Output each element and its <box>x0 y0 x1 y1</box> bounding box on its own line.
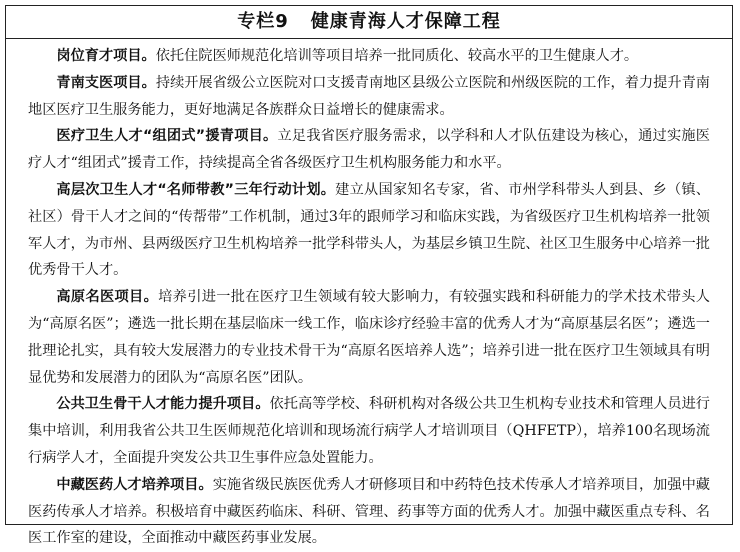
box-label: 专栏9 <box>237 11 289 32</box>
item-paragraph <box>28 70 710 124</box>
item-heading: 高层次卫生人才“名师带教”三年行动计划。 <box>56 181 336 198</box>
item-heading: 高原名医项目。 <box>56 289 159 306</box>
box-content <box>6 39 732 552</box>
item-body: 培养引进一批在医疗卫生领域有较大影响力，有较强实践和科研能力的学术技术带头人为“高原名医”；遴选一批长期在基层临床一线工作，临床诊疗经验丰富的优秀人才为“高原基层名医”；遴选一批理论扎实，具有较大发展潜力的专业技术骨干为“高原名医培养人选”；培养引进一批在医疗卫生领域具有明显优势和发展潜力的团队为“高原名医”团队。 <box>28 289 710 386</box>
item-paragraph <box>28 472 710 552</box>
item-paragraph <box>28 43 710 70</box>
item-paragraph <box>28 391 710 471</box>
item-body: 立足我省医疗服务需求，以学科和人才队伍建设为核心，通过实施医疗人才“组团式”援青工作，持续提高全省各级医疗卫生机构服务能力和水平。 <box>28 128 710 172</box>
item-heading: 公共卫生骨干人才能力提升项目。 <box>56 396 270 413</box>
item-heading: 中藏医药人才培养项目。 <box>56 476 213 493</box>
item-paragraph <box>28 123 710 177</box>
item-body: 持续开展省级公立医院对口支援青南地区县级公立医院和州级医院的工作，着力提升青南地区医疗卫生服务能力，更好地满足各族群众日益增长的健康需求。 <box>28 74 710 118</box>
feature-box <box>5 5 733 547</box>
item-body: 依托高等学校、科研机构对各级公共卫生机构专业技术和管理人员进行集中培训，利用我省公共卫生医师规范化培训和现场流行病学人才培训项目（QHFETP），培养100名现场流行病学人才，全面提升突发公共卫生事件应急处置能力。 <box>28 396 710 466</box>
box-title-text: 健康青海人才保障工程 <box>310 11 501 32</box>
item-body: 实施省级民族医优秀人才研修项目和中药特色技术传承人才培养项目，加强中藏医药传承人才培养。积极培育中藏医药临床、科研、管理、药事等方面的优秀人才。加强中藏医重点专科、名医工作室的建设，全面推动中藏医药事业发展。 <box>28 476 710 547</box>
item-heading: 岗位育才项目。 <box>56 48 156 64</box>
box-title <box>6 6 732 39</box>
item-paragraph <box>28 177 710 284</box>
item-heading: 青南支医项目。 <box>56 74 156 91</box>
item-body: 依托住院医师规范化培训等项目培养一批同质化、较高水平的卫生健康人才。 <box>155 48 639 64</box>
item-heading: 医疗卫生人才“组团式”援青项目。 <box>56 128 278 145</box>
item-paragraph <box>28 284 710 391</box>
item-body: 建立从国家知名专家，省、市州学科带头人到县、乡（镇、社区）骨干人才之间的“传帮带”工作机制，通过3年的跟师学习和临床实践，为省级医疗卫生机构培养一批领军人才，为市州、县两级医疗卫生机构培养一批学科带头人，为基层乡镇卫生院、社区卫生服务中心培养一批优秀骨干人才。 <box>28 181 710 279</box>
